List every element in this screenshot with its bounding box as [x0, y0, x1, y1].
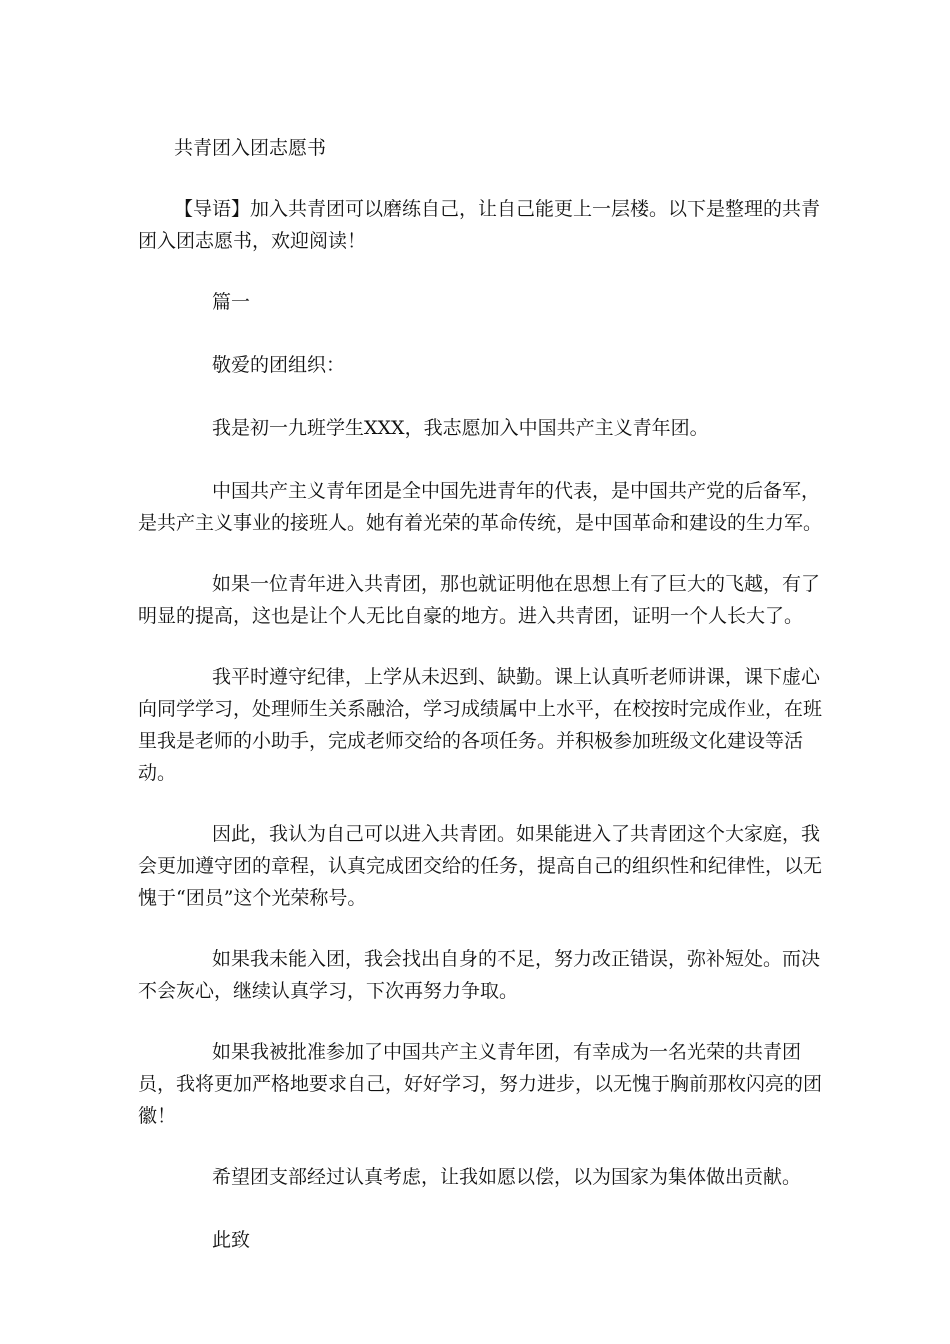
body-paragraph: 希望团支部经过认真考虑，让我如愿以偿，以为国家为集体做出贡献。: [212, 1166, 802, 1188]
body-paragraph: 我平时遵守纪律，上学从未迟到、缺勤。课上认真听老师讲课，课下虚心向同学学习，处理师生关系融洽，学习成绩属中上水平，在校按时完成作业，在班里我是老师的小助手，完成老师交给的各项任务。并积极参加班级文化建设等活动。: [138, 666, 823, 784]
body-paragraph: 中国共产主义青年团是全中国先进青年的代表，是中国共产党的后备军，是共产主义事业的接班人。她有着光荣的革命传统，是中国革命和建设的生力军。: [138, 480, 823, 534]
body-paragraph: 我是初一九班学生XXX，我志愿加入中国共产主义青年团。: [212, 417, 709, 439]
body-paragraph: 因此，我认为自己可以进入共青团。如果能进入了共青团这个大家庭，我会更加遵守团的章程，认真完成团交给的任务，提高自己的组织性和纪律性，以无愧于“团员”这个光荣称号。: [138, 823, 823, 909]
body-paragraph: 如果一位青年进入共青团，那也就证明他在思想上有了巨大的飞越，有了明显的提高，这也是让个人无比自豪的地方。进入共青团，证明一个人长大了。: [138, 573, 821, 627]
body-paragraph: 如果我被批准参加了中国共产主义青年团，有幸成为一名光荣的共青团员，我将更加严格地要求自己，好好学习，努力进步，以无愧于胸前那枚闪亮的团徽！: [138, 1041, 823, 1127]
closing-line: 此致: [212, 1229, 251, 1251]
document-title: 共青团入团志愿书: [174, 137, 327, 159]
body-paragraph: 如果我未能入团，我会找出自身的不足，努力改正错误，弥补短处。而决不会灰心，继续认真学习，下次再努力争取。: [138, 948, 821, 1002]
section-heading: 篇一: [212, 291, 251, 313]
lead-paragraph: 【导语】加入共青团可以磨练自己，让自己能更上一层楼。以下是整理的共青团入团志愿书，欢迎阅读！: [138, 198, 821, 252]
salutation: 敬爱的团组织：: [212, 354, 346, 376]
